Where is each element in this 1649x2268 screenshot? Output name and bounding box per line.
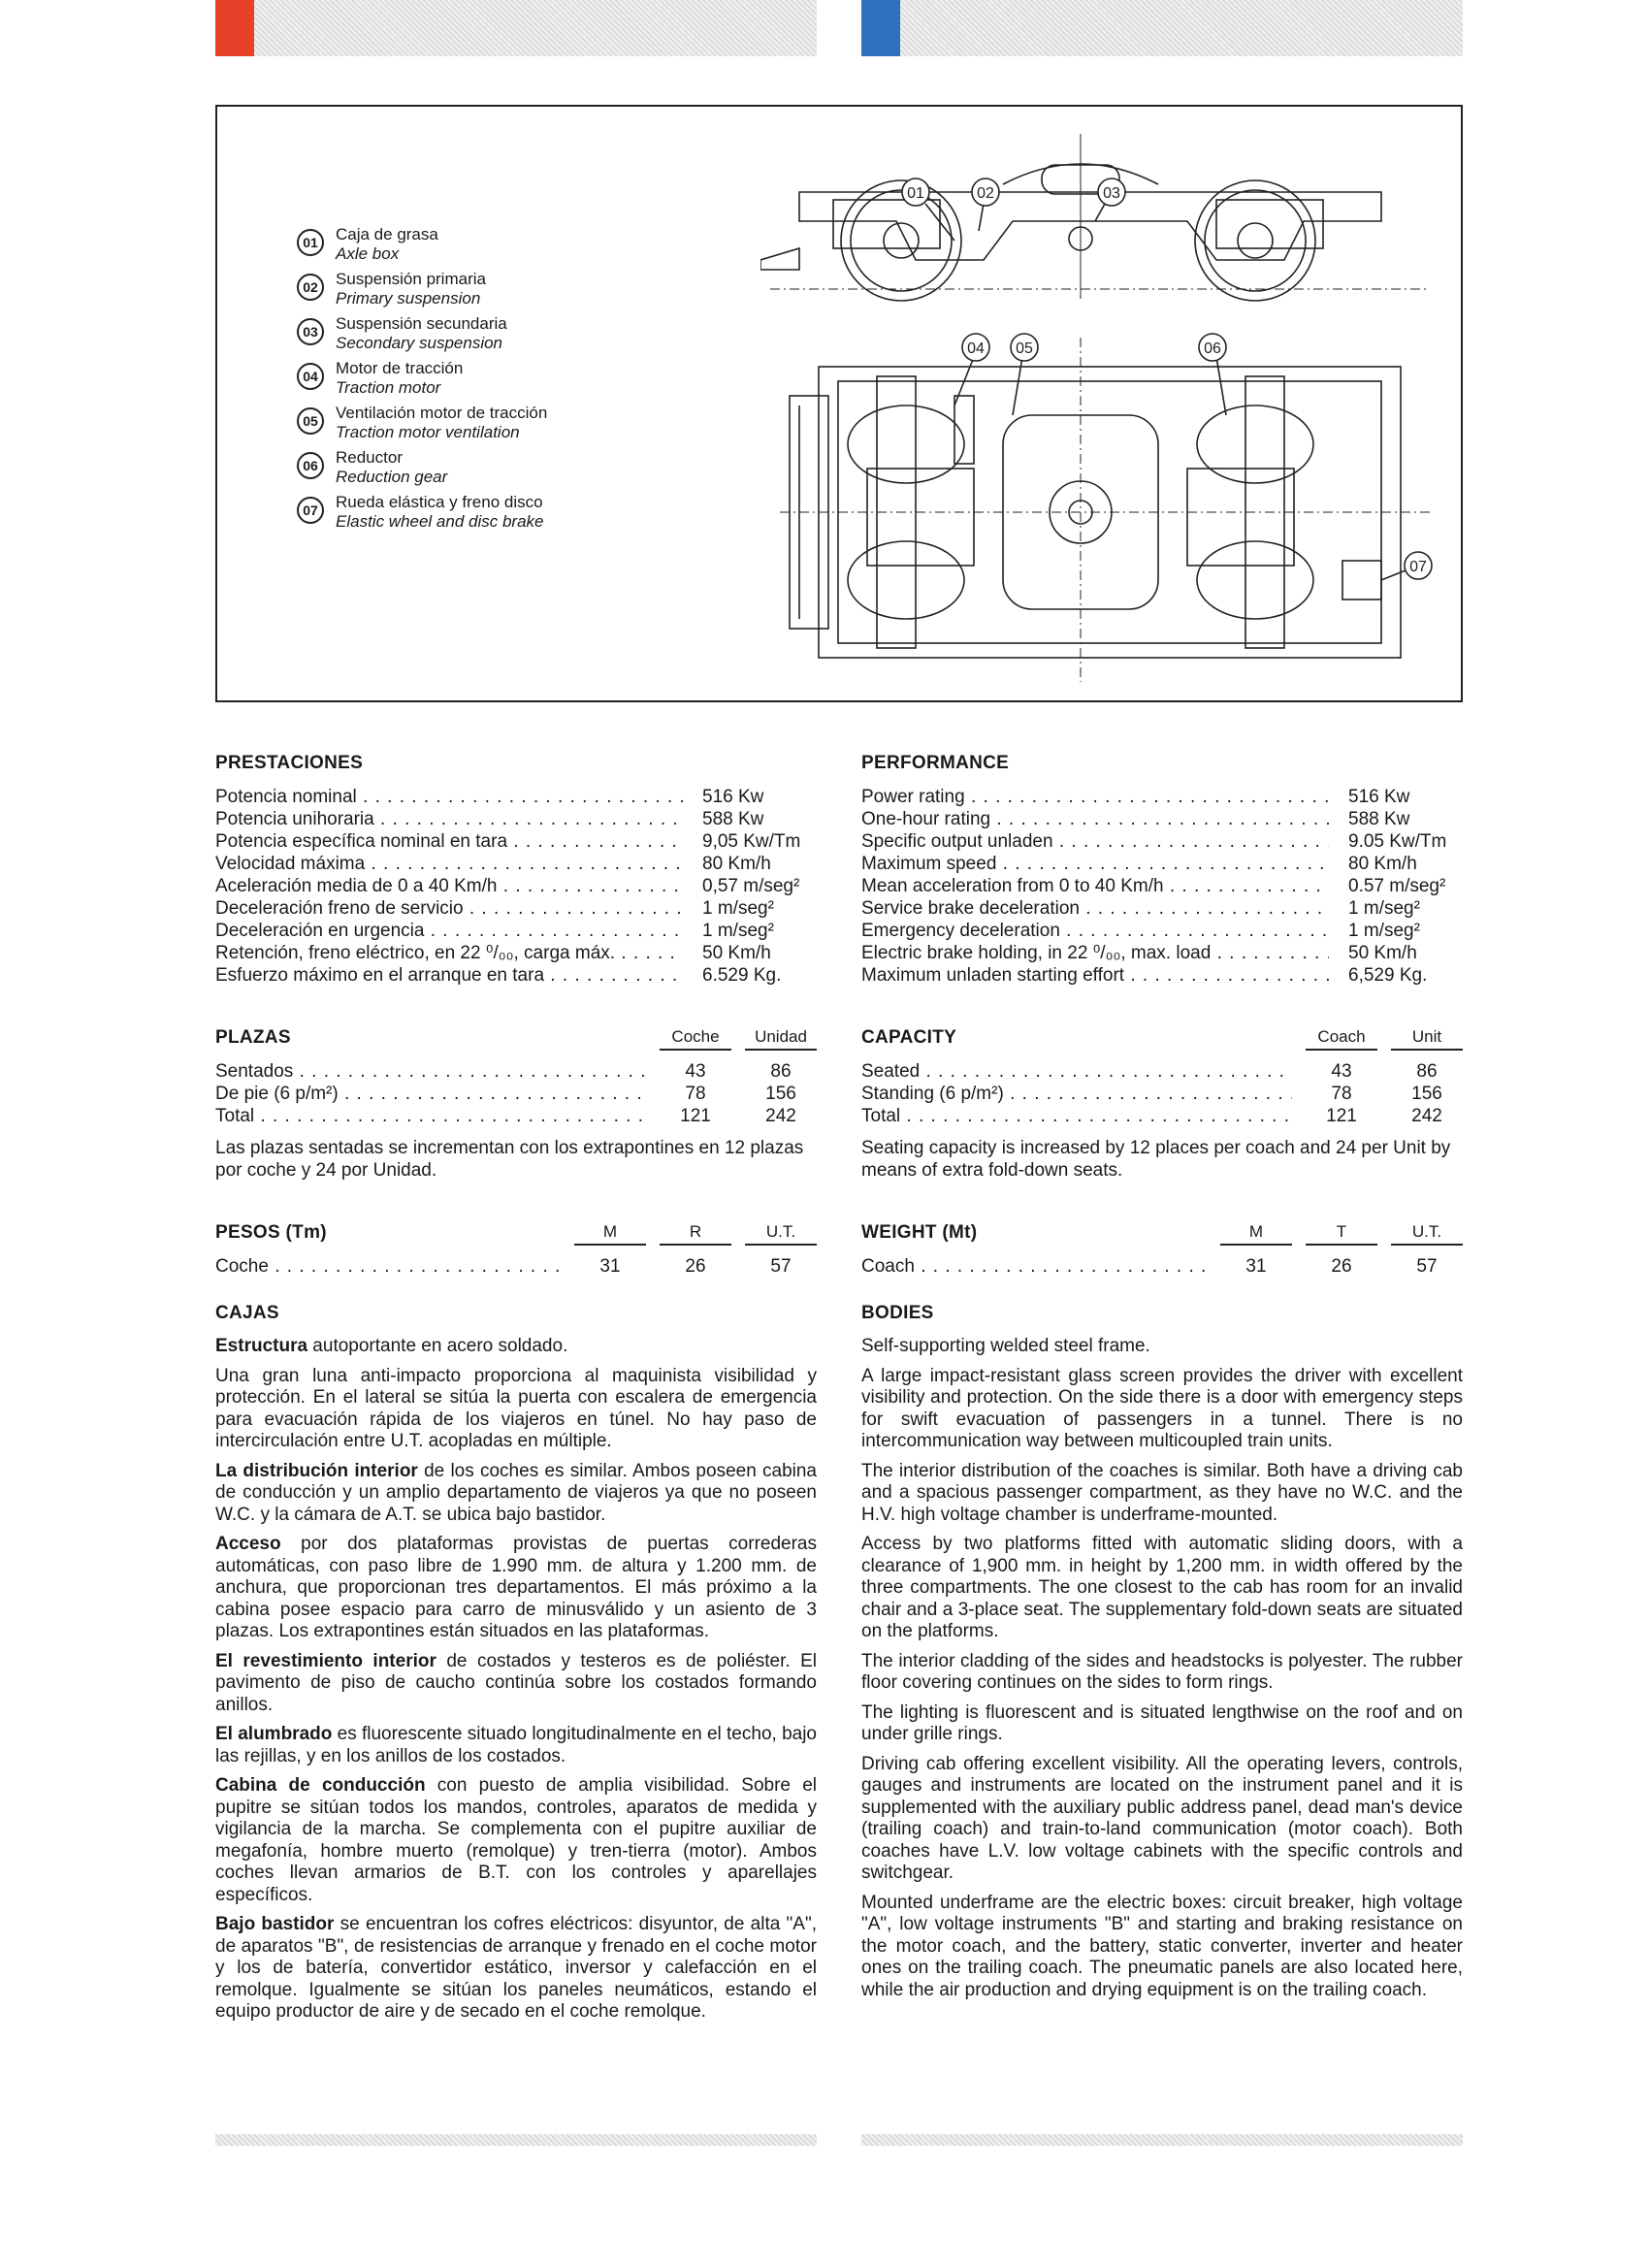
- legend-number: 06: [297, 452, 324, 479]
- capacity-value: 242: [765, 1106, 796, 1126]
- red-accent-bar: [215, 0, 254, 56]
- legend-item: [297, 225, 627, 264]
- spec-value: 516 Kw: [702, 787, 764, 807]
- bogie-technical-drawing: [760, 124, 1439, 687]
- spec-value: 6,529 Kg.: [1348, 965, 1428, 986]
- spec-label: Emergency deceleration . . .: [861, 920, 1329, 942]
- spec-row: [861, 964, 1463, 987]
- spec-label: Aceleración media de 0 a 40 Km/h . . .: [215, 875, 683, 897]
- legend-label-en: Secondary suspension: [336, 334, 503, 352]
- paragraph-lead: Bajo bastidor: [215, 1914, 335, 1934]
- capacity-value: 78: [1331, 1084, 1352, 1104]
- legend-item: [297, 404, 627, 442]
- section-title: PRESTACIONES: [215, 753, 364, 773]
- legend-item: [297, 314, 627, 353]
- callout-06: [1199, 334, 1226, 361]
- paragraph-text: se encuentran los cofres eléctricos: disyuntor, de alta "A", de aparatos "B", de resistencias de arranque y frenado en el coche motor y los de batería, convertidor estático, inversor y calefacción en el remolque. Igualmente se sitúan los paneles neumáticos, estando el equipo productor de aire y de secado en el coche remolque.: [215, 1914, 817, 2022]
- spec-row: [215, 830, 817, 853]
- capacity-value: 156: [765, 1084, 796, 1104]
- callout-04: [962, 334, 989, 361]
- paragraph-lead: La distribución interior: [215, 1460, 418, 1481]
- legend-item: [297, 270, 627, 308]
- section-title: PESOS (Tm): [215, 1222, 327, 1243]
- legend-label-en: Elastic wheel and disc brake: [336, 512, 544, 531]
- capacity-note: Seating capacity is increased by 12 places per coach and 24 per Unit by means of extra fold-down seats.: [861, 1138, 1451, 1181]
- legend-number: 03: [297, 318, 324, 345]
- spec-label: Power rating . . .: [861, 786, 1329, 808]
- spec-value: 0,57 m/seg²: [702, 876, 800, 896]
- legend-label-es: Suspensión secundaria: [336, 314, 507, 333]
- legend-number: 02: [297, 274, 324, 301]
- callout-label: 05: [1016, 340, 1033, 357]
- spec-value: 0.57 m/seg²: [1348, 876, 1446, 896]
- capacity-value: 86: [1416, 1061, 1438, 1082]
- body-paragraph: Mounted underframe are the electric boxes: circuit breaker, high voltage "A", low voltage instruments "B" and starting and braking resistance on the motor coach, and the battery, static converter, inverter and heater ones on the trailing coach. The pneumatic panels are also located here, while the air production and drying equipment is on the trailing coach.: [861, 1892, 1463, 2000]
- callout-03: [1098, 178, 1125, 206]
- spec-value: 9,05 Kw/Tm: [702, 831, 801, 852]
- spec-label: Esfuerzo máximo en el arranque en tara . . .: [215, 964, 683, 987]
- paragraph-text: por dos plataformas provistas de puertas correderas automáticas, con paso libre de 1.990 mm. de altura y 1.200 mm. de anchura, que proporcionan tres departamentos. El más próximo a la cabina posee espacio para carro de minusválido y un asiento de 3 plazas. Los extrapontines están situados en las plataformas.: [215, 1534, 817, 1641]
- capacity-value: 86: [770, 1061, 792, 1082]
- blue-accent-bar: [861, 0, 900, 56]
- paragraph-lead: El revestimiento interior: [215, 1650, 436, 1671]
- spec-row: [215, 853, 817, 875]
- weight-value: 26: [685, 1256, 706, 1277]
- spec-value: 9.05 Kw/Tm: [1348, 831, 1447, 852]
- legend-label-en: Traction motor ventilation: [336, 423, 520, 441]
- legend-label-en: Reduction gear: [336, 468, 448, 486]
- spec-label: Service brake deceleration . . .: [861, 897, 1329, 920]
- spec-row: [861, 786, 1463, 808]
- legend-label-es: Suspensión primaria: [336, 270, 486, 288]
- spec-row: [215, 920, 817, 942]
- capacity-note: Las plazas sentadas se incrementan con los extrapontines en 12 plazas por coche y 24 por Unidad.: [215, 1138, 804, 1181]
- spec-row: [215, 786, 817, 808]
- paragraph-lead: Cabina de conducción: [215, 1775, 426, 1796]
- capacity-value: 242: [1411, 1106, 1442, 1126]
- body-paragraph: [215, 1724, 817, 1767]
- legend-label-en: Axle box: [336, 244, 400, 263]
- body-paragraph: Driving cab offering excellent visibility. All the operating levers, controls, gauges and instruments are located on the instrument panel and it is supplemented with the auxiliary public address panel, dead man's device (trailing coach) and train-to-land communication (motor coach). Both coaches have L.V. low voltage cabinets with the specific controls and switchgear.: [861, 1753, 1463, 1883]
- bodies-section-es: [215, 1303, 817, 2024]
- capacity-value: 121: [1326, 1106, 1357, 1126]
- callout-label: 02: [977, 185, 994, 202]
- spec-row: [861, 920, 1463, 942]
- spec-row: [215, 875, 817, 897]
- spec-label: One-hour rating . . .: [861, 808, 1329, 830]
- section-title: PERFORMANCE: [861, 753, 1010, 773]
- paragraph-text: Una gran luna anti-impacto proporciona al maquinista visibilidad y protección. En el lateral se sitúa la puerta con escalera de emergencia para evacuación rápida de los viajeros en túnel. No hay paso de intercirculación entre U.T. acopladas en múltiple.: [215, 1365, 817, 1451]
- spec-label: Seated . . .: [861, 1060, 1292, 1083]
- spanish-column: [215, 753, 817, 2031]
- callout-02: [972, 178, 999, 206]
- callout-label: 07: [1409, 559, 1427, 575]
- bogie-side-view: [760, 134, 1430, 301]
- spec-row: [861, 942, 1463, 964]
- capacity-value: 43: [685, 1061, 706, 1082]
- spec-value: 80 Km/h: [702, 854, 771, 874]
- weight-section-en: [861, 1207, 1463, 1278]
- spec-label: Velocidad máxima . . .: [215, 853, 683, 875]
- weight-value: 26: [1331, 1256, 1352, 1277]
- legend-item: [297, 493, 627, 532]
- spec-value: 588 Kw: [1348, 809, 1410, 829]
- paragraph-text: con puesto de amplia visibilidad. Sobre el pupitre se sitúan todos los mandos, controles, aparatos de medida y vigilancia de la marcha. Se complementa con el pupitre auxiliar de megafonía, hombre muerto (remolque) y tren-tierra (motor). Ambos coches llevan armarios de B.T. con los controles y aparellajes específicos.: [215, 1775, 817, 1905]
- weight-value: 31: [599, 1256, 621, 1277]
- paragraph-text: es fluorescente situado longitudinalmente en el techo, bajo las rejillas, y en los anillos de los costados.: [215, 1724, 817, 1766]
- capacity-section-en: [861, 1012, 1463, 1182]
- spec-row: [861, 830, 1463, 853]
- column-header: Unidad: [745, 1027, 817, 1051]
- footer-stripe-right: [861, 2134, 1463, 2146]
- spec-label: Total . . .: [861, 1105, 1292, 1127]
- spec-label: Coche . . .: [215, 1255, 561, 1278]
- section-title: BODIES: [861, 1303, 934, 1323]
- body-paragraph: [215, 1775, 817, 1906]
- body-paragraph: A large impact-resistant glass screen provides the driver with excellent visibility and protection. On the side there is a door with emergency steps for swift evacuation of passengers in a tunnel. There is no intercommunication way between multicoupled train units.: [861, 1365, 1463, 1451]
- spec-row: [861, 808, 1463, 830]
- column-header: Unit: [1391, 1027, 1463, 1051]
- spec-row: [861, 853, 1463, 875]
- legend-item: [297, 359, 627, 398]
- capacity-value: 121: [680, 1106, 711, 1126]
- legend-item: [297, 448, 627, 487]
- body-paragraph: [215, 1651, 817, 1717]
- spec-label: Potencia específica nominal en tara . . .: [215, 830, 683, 853]
- paragraph-text: de los coches es similar. Ambos poseen cabina de conducción y un amplio departamento de viajeros ya que no poseen W.C. y la cámara de A.T. se ubica bajo bastidor.: [215, 1460, 818, 1525]
- body-paragraph: Access by two platforms fitted with automatic sliding doors, with a clearance of 1,900 mm. in height by 1,200 mm. in width offered by the three compartments. The one closest to the cab has room for an invalid chair and a 3-place seat. The supplementary fold-down seats are situated on the platforms.: [861, 1534, 1463, 1641]
- spec-label: Deceleración freno de servicio . . .: [215, 897, 683, 920]
- column-header: U.T.: [1391, 1222, 1463, 1246]
- callout-label: 01: [907, 185, 924, 202]
- paragraph-text: autoportante en acero soldado.: [307, 1336, 568, 1356]
- spec-value: 1 m/seg²: [702, 921, 774, 941]
- paragraph-text: de costados y testeros es de poliéster. El pavimento de piso de caucho continúa sobre los costados formando anillos.: [215, 1650, 818, 1715]
- body-paragraph: Self-supporting welded steel frame.: [861, 1336, 1150, 1356]
- column-header: U.T.: [745, 1222, 817, 1246]
- callout-01: [902, 178, 929, 206]
- body-paragraph: [215, 1366, 817, 1453]
- legend-number: 01: [297, 229, 324, 256]
- header-stripe-left: [254, 0, 817, 56]
- legend-number: 07: [297, 497, 324, 524]
- spec-label: Potencia nominal . . .: [215, 786, 683, 808]
- body-paragraph: [215, 1914, 817, 2024]
- capacity-row: [861, 1083, 1463, 1105]
- body-paragraph: [215, 1336, 817, 1358]
- bogie-plan-view: [780, 338, 1430, 682]
- spec-label: Total . . .: [215, 1105, 646, 1127]
- body-paragraph: The interior distribution of the coaches is similar. Both have a driving cab and a spacious passenger compartment, as they have no W.C. and the H.V. high voltage chamber is underframe-mounted.: [861, 1460, 1463, 1525]
- spec-label: Maximum speed . . .: [861, 853, 1329, 875]
- callout-label: 04: [967, 340, 985, 357]
- spec-row: [861, 897, 1463, 920]
- legend-number: 05: [297, 407, 324, 435]
- spec-label: Deceleración en urgencia . . .: [215, 920, 683, 942]
- column-header: R: [660, 1222, 731, 1246]
- callout-05: [1011, 334, 1038, 361]
- diagram-legend: [297, 225, 627, 537]
- capacity-row: [861, 1060, 1463, 1083]
- body-paragraph: The lighting is fluorescent and is situated lengthwise on the roof and on under grille rings.: [861, 1701, 1463, 1744]
- callout-label: 06: [1204, 340, 1221, 357]
- spec-value: 50 Km/h: [1348, 943, 1417, 963]
- legend-label-es: Motor de tracción: [336, 359, 464, 377]
- section-title: PLAZAS: [215, 1027, 291, 1048]
- paragraph-lead: Acceso: [215, 1534, 281, 1554]
- legend-number: 04: [297, 363, 324, 390]
- body-paragraph: The interior cladding of the sides and headstocks is polyester. The rubber floor covering continues on the sides to form rings.: [861, 1650, 1463, 1693]
- weight-value: 31: [1245, 1256, 1267, 1277]
- bodies-section-en: [861, 1303, 1463, 2001]
- weight-row: [215, 1255, 817, 1278]
- paragraph-lead: Estructura: [215, 1336, 308, 1356]
- spec-label: Mean acceleration from 0 to 40 Km/h . . .: [861, 875, 1329, 897]
- body-paragraph: [215, 1534, 817, 1643]
- weight-value: 57: [770, 1256, 792, 1277]
- body-paragraph: [215, 1461, 817, 1527]
- spec-label: Sentados . . .: [215, 1060, 646, 1083]
- spec-value: 1 m/seg²: [1348, 898, 1420, 919]
- legend-label-es: Ventilación motor de tracción: [336, 404, 548, 422]
- spec-label: Standing (6 p/m²) . . .: [861, 1083, 1292, 1105]
- spec-label: Electric brake holding, in 22 ⁰/₀₀, max. load . . .: [861, 942, 1329, 964]
- spec-label: Coach . . .: [861, 1255, 1207, 1278]
- spec-label: Specific output unladen . . .: [861, 830, 1329, 853]
- section-title: CAPACITY: [861, 1027, 957, 1048]
- capacity-row: [215, 1060, 817, 1083]
- capacity-section-es: [215, 1012, 817, 1182]
- footer-stripe-left: [215, 2134, 817, 2146]
- spec-row: [215, 964, 817, 987]
- legend-label-es: Reductor: [336, 448, 403, 467]
- column-header: M: [1220, 1222, 1292, 1246]
- spec-value: 1 m/seg²: [1348, 921, 1420, 941]
- spec-value: 50 Km/h: [702, 943, 771, 963]
- spec-value: 6.529 Kg.: [702, 965, 782, 986]
- callout-label: 03: [1103, 185, 1120, 202]
- spec-value: 516 Kw: [1348, 787, 1410, 807]
- performance-section-en: [861, 753, 1463, 987]
- capacity-row: [861, 1105, 1463, 1127]
- section-title: CAJAS: [215, 1303, 279, 1323]
- spec-row: [215, 942, 817, 964]
- column-header: T: [1306, 1222, 1377, 1246]
- spec-value: 588 Kw: [702, 809, 764, 829]
- performance-section-es: [215, 753, 817, 987]
- weight-section-es: [215, 1207, 817, 1278]
- column-header: Coach: [1306, 1027, 1377, 1051]
- capacity-value: 43: [1331, 1061, 1352, 1082]
- capacity-row: [215, 1083, 817, 1105]
- column-header: M: [574, 1222, 646, 1246]
- capacity-value: 156: [1411, 1084, 1442, 1104]
- spec-value: 1 m/seg²: [702, 898, 774, 919]
- spec-row: [861, 875, 1463, 897]
- spec-label: Retención, freno eléctrico, en 22 ⁰/₀₀, carga máx. . . .: [215, 942, 683, 964]
- spec-row: [215, 897, 817, 920]
- legend-label-es: Rueda elástica y freno disco: [336, 493, 543, 511]
- section-title: WEIGHT (Mt): [861, 1222, 978, 1243]
- capacity-value: 78: [685, 1084, 706, 1104]
- spec-row: [215, 808, 817, 830]
- spec-label: Potencia unihoraria . . .: [215, 808, 683, 830]
- spec-label: De pie (6 p/m²) . . .: [215, 1083, 646, 1105]
- weight-value: 57: [1416, 1256, 1438, 1277]
- capacity-row: [215, 1105, 817, 1127]
- legend-label-es: Caja de grasa: [336, 225, 438, 243]
- bogie-diagram-panel: [215, 105, 1463, 702]
- header-stripe-right: [900, 0, 1463, 56]
- english-column: [861, 753, 1463, 2009]
- callout-07: [1405, 552, 1432, 579]
- weight-row: [861, 1255, 1463, 1278]
- legend-label-en: Primary suspension: [336, 289, 481, 308]
- legend-label-en: Traction motor: [336, 378, 441, 397]
- spec-label: Maximum unladen starting effort . . .: [861, 964, 1329, 987]
- paragraph-lead: El alumbrado: [215, 1724, 333, 1744]
- spec-value: 80 Km/h: [1348, 854, 1417, 874]
- column-header: Coche: [660, 1027, 731, 1051]
